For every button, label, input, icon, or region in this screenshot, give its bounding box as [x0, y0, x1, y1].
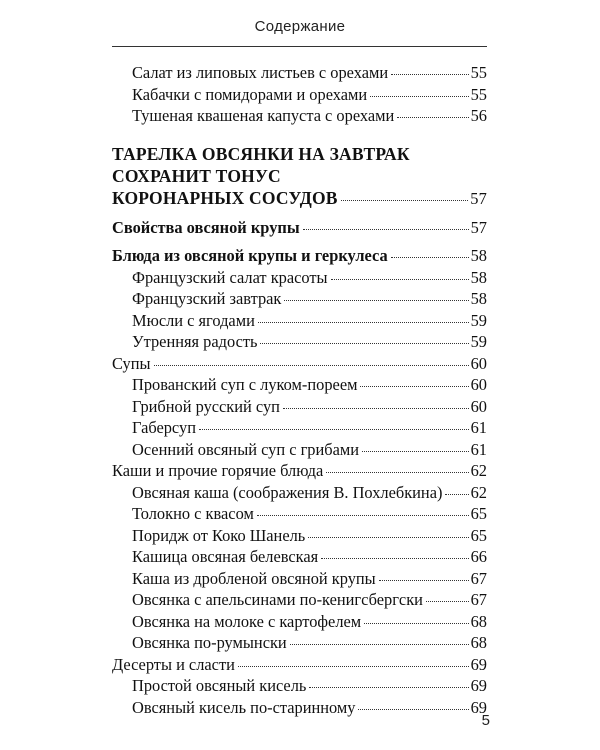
page-ref: 69: [470, 654, 487, 674]
toc-entry[interactable]: [112, 267, 487, 289]
top-entries: [112, 62, 487, 127]
page-ref: 60: [470, 353, 487, 373]
page-ref: 58: [470, 267, 487, 287]
chapter-heading: [112, 143, 487, 210]
toc-entry[interactable]: [112, 632, 487, 654]
entry-title: Десерты и сласти: [112, 654, 235, 674]
dot-leader: [331, 279, 469, 280]
toc-entry[interactable]: [112, 460, 487, 482]
dot-leader: [362, 451, 469, 452]
dot-leader: [238, 666, 469, 667]
page-ref: 69: [470, 676, 487, 695]
page-ref: 67: [470, 590, 487, 609]
dot-leader: [199, 429, 469, 430]
entry-title: Свойства овсяной крупы: [112, 217, 300, 237]
toc-entry[interactable]: [112, 84, 487, 106]
toc-entry[interactable]: [112, 374, 487, 396]
entry-title: Блюда из овсяной крупы и геркулеса: [112, 246, 388, 265]
dot-leader: [260, 343, 468, 344]
page-ref: 60: [470, 396, 487, 416]
entry-title: Овсянка по-румынски: [132, 633, 287, 652]
dot-leader: [308, 537, 468, 538]
page-ref: 66: [470, 547, 487, 566]
toc-entry[interactable]: [112, 697, 487, 719]
toc-entry[interactable]: [112, 568, 487, 590]
dot-leader: [257, 515, 469, 516]
page-ref: 57: [470, 188, 487, 208]
dot-leader: [321, 558, 468, 559]
chapter-title-line: ТАРЕЛКА ОВСЯНКИ НА ЗАВТРАК: [112, 143, 410, 164]
toc-entry[interactable]: [112, 288, 487, 310]
page-ref: 55: [470, 84, 487, 104]
toc-entry[interactable]: [112, 654, 487, 676]
entry-title: Мюсли с ягодами: [132, 310, 255, 330]
entry-title: Габерсуп: [132, 418, 196, 437]
entry-title: Овсянка на молоке с картофелем: [132, 611, 362, 631]
page-ref: 59: [470, 310, 487, 330]
page-ref: 67: [470, 568, 487, 588]
toc-entry[interactable]: [112, 331, 487, 353]
dot-leader: [290, 644, 469, 645]
dot-leader: [283, 408, 469, 409]
toc-entry[interactable]: [112, 546, 487, 568]
page-ref: 65: [470, 525, 487, 545]
page-number: 5: [481, 712, 490, 729]
page-ref: 57: [470, 217, 487, 237]
dot-leader: [364, 623, 468, 624]
entry-title: Осенний овсяный суп с грибами: [132, 439, 360, 459]
dot-leader: [326, 472, 468, 473]
dot-leader: [341, 200, 469, 201]
entry-title: Толокно с квасом: [132, 504, 254, 523]
toc-entry[interactable]: [112, 353, 487, 375]
toc-entry[interactable]: [112, 525, 487, 547]
page-ref: 62: [470, 482, 487, 502]
page-ref: 65: [470, 504, 487, 523]
chapter-title-line: СОХРАНИТ ТОНУС: [112, 165, 281, 186]
page-ref: 59: [470, 332, 487, 351]
dot-leader: [309, 687, 468, 688]
toc-entry[interactable]: [112, 439, 487, 461]
dot-leader: [391, 257, 469, 258]
entry-title: Утренняя радость: [132, 332, 258, 351]
toc-entry[interactable]: [112, 611, 487, 633]
entry-title: Каша из дробленой овсяной крупы: [132, 568, 376, 588]
toc-entry[interactable]: [112, 105, 487, 127]
page-ref: 60: [470, 375, 487, 394]
dot-leader: [360, 386, 468, 387]
page-ref: 56: [470, 106, 487, 125]
entry-title: Тушеная квашеная капуста с орехами: [132, 106, 395, 125]
entry-title: Овсяный кисель по-старинному: [132, 697, 356, 717]
page-ref: 69: [470, 697, 487, 717]
entry-title: Кабачки с помидорами и орехами: [132, 84, 368, 104]
dot-leader: [397, 117, 468, 118]
page-ref: 68: [470, 611, 487, 631]
header-rule: [112, 46, 487, 47]
dot-leader: [303, 229, 469, 230]
page-ref: 61: [470, 439, 487, 459]
chapter-title-last-line: [112, 187, 487, 210]
toc-section-entry[interactable]: [112, 217, 487, 239]
entry-title: Овсяная каша (соображения В. Похлебкина): [132, 482, 443, 502]
dot-leader: [358, 709, 468, 710]
entry-title: Салат из липовых листьев с орехами: [132, 63, 389, 82]
toc-entry[interactable]: [112, 675, 487, 697]
table-of-contents: [112, 62, 487, 718]
page-ref: 61: [470, 418, 487, 437]
toc-entry[interactable]: [112, 396, 487, 418]
toc-entry[interactable]: [112, 503, 487, 525]
entry-title: Французский салат красоты: [132, 267, 328, 287]
dot-leader: [370, 96, 468, 97]
toc-entry[interactable]: [112, 310, 487, 332]
chapter-title-line: КОРОНАРНЫХ СОСУДОВ: [112, 187, 338, 208]
entry-title: Прованский суп с луком-пореем: [132, 375, 358, 394]
toc-section-entry[interactable]: [112, 245, 487, 267]
entry-title: Каши и прочие горячие блюда: [112, 461, 324, 480]
entry-title: Кашица овсяная белевская: [132, 547, 319, 566]
toc-entry[interactable]: [112, 62, 487, 84]
entry-title: Простой овсяный кисель: [132, 676, 307, 695]
toc-entry[interactable]: [112, 417, 487, 439]
page-ref: 68: [470, 633, 487, 652]
page-ref: 55: [470, 63, 487, 82]
entry-title: Супы: [112, 353, 151, 373]
dot-leader: [379, 580, 469, 581]
entry-title: Поридж от Коко Шанель: [132, 525, 306, 545]
page-ref: 58: [470, 289, 487, 308]
page-ref: 62: [470, 461, 487, 480]
page-ref: 58: [470, 246, 487, 265]
toc-entry[interactable]: [112, 589, 487, 611]
entry-title: Овсянка с апельсинами по-кенигсбергски: [132, 590, 423, 609]
dot-leader: [284, 300, 468, 301]
entry-title: Французский завтрак: [132, 289, 282, 308]
running-header: Содержание: [254, 18, 346, 35]
dot-leader: [391, 74, 468, 75]
dot-leader: [258, 322, 469, 323]
dot-leader: [445, 494, 468, 495]
main-entries: [112, 267, 487, 719]
entry-title: Грибной русский суп: [132, 396, 280, 416]
dot-leader: [426, 601, 469, 602]
toc-entry[interactable]: [112, 482, 487, 504]
dot-leader: [154, 365, 469, 366]
